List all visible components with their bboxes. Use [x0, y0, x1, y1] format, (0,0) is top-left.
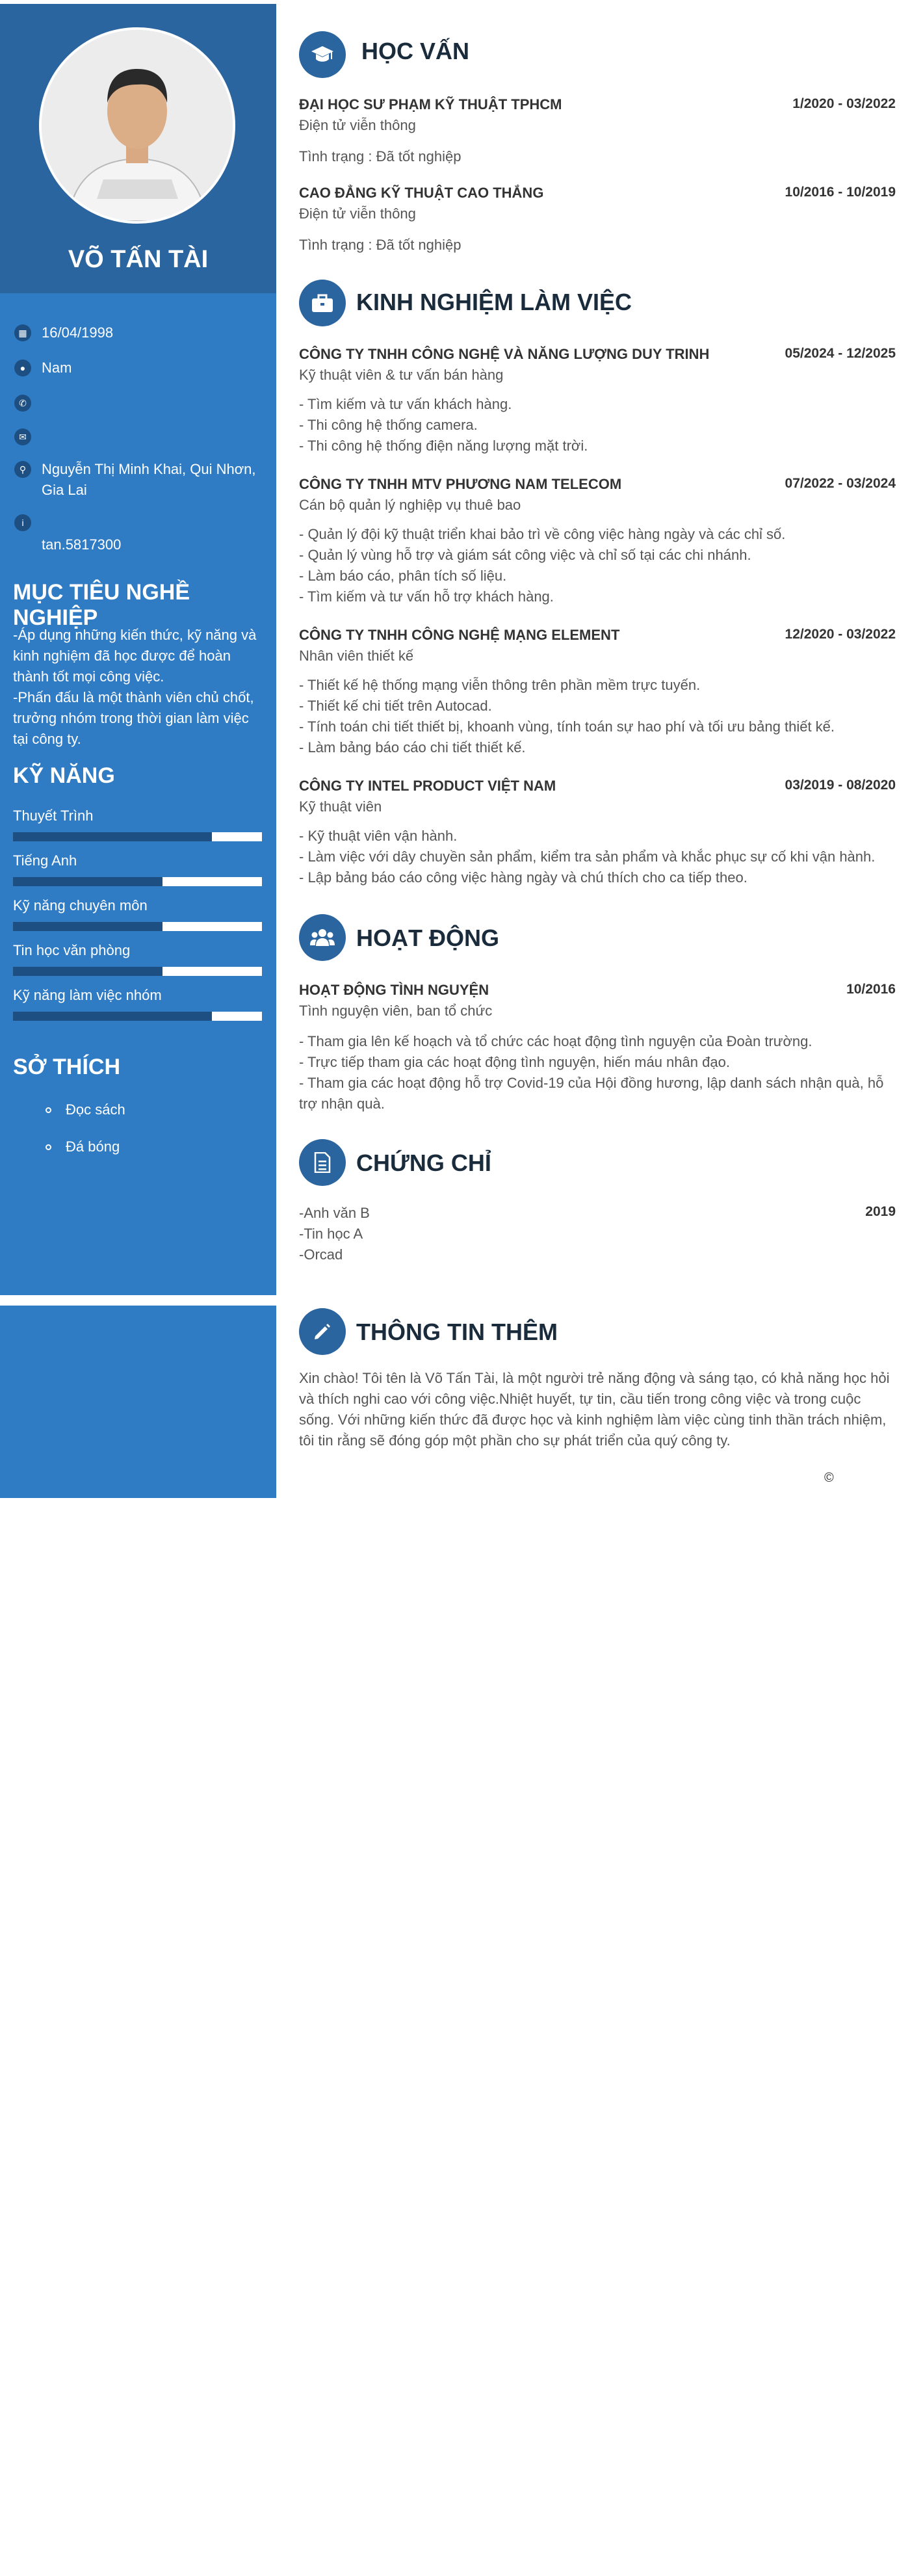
job-details: - Kỹ thuật viên vận hành. - Làm việc với dây chuyền sản phẩm, kiểm tra sản phẩm và khắc phục sự cố khi vận hành. - Lập bảng báo cáo công việc hàng ngày và chú thích cho ca tiếp theo. — [299, 828, 876, 886]
sidebar-continued — [0, 1306, 276, 1498]
graduation-cap-icon — [299, 31, 346, 78]
map-marker-icon: ⚲ — [14, 461, 31, 478]
hobby-label: Đọc sách — [66, 1101, 125, 1118]
skill-fill — [13, 922, 162, 931]
job-date: 03/2019 - 08/2020 — [785, 778, 896, 793]
hobby-item — [46, 1101, 125, 1118]
full-name: VÕ TẤN TÀI — [68, 246, 209, 273]
job-role: Cán bộ quản lý nghiệp vụ thuê bao — [299, 497, 521, 513]
user-icon: ● — [14, 360, 31, 376]
skill-item — [13, 808, 262, 841]
birthday: 16/04/1998 — [42, 324, 114, 341]
envelope-icon: ✉ — [14, 428, 31, 445]
calendar-icon: ▦ — [14, 324, 31, 341]
skill-fill — [13, 1012, 212, 1021]
job-details: - Thiết kế hệ thống mạng viễn thông trên phần mềm trực tuyến. - Thiết kế chi tiết trên Autocad. - Tính toán chi tiết thiết bị, khoanh vùng, tính toán sự hao phí và tối ưu bảng thiết kế. - Làm bảng báo cáo chi tiết thiết kế. — [299, 677, 835, 756]
circle-bullet-icon — [46, 1144, 51, 1150]
skill-item — [13, 987, 262, 1021]
phone-icon: ✆ — [14, 395, 31, 412]
certificates-list: -Anh văn B -Tin học A -Orcad — [299, 1205, 370, 1263]
certificates-title: CHỨNG CHỈ — [356, 1150, 491, 1176]
skill-bar — [13, 922, 262, 931]
company-name: CÔNG TY TNHH MTV PHƯƠNG NAM TELECOM — [299, 476, 622, 492]
education-status: Tình trạng : Đã tốt nghiệp — [299, 148, 462, 164]
info-icon: i — [14, 514, 31, 531]
address-row — [14, 459, 261, 501]
briefcase-icon — [299, 280, 346, 326]
gender-row — [14, 358, 261, 378]
phone-row — [14, 393, 261, 412]
skill-bar — [13, 967, 262, 976]
skill-bar — [13, 877, 262, 886]
job-details: - Tìm kiếm và tư vấn khách hàng. - Thi công hệ thống camera. - Thi công hệ thống điện năng lượng mặt trời. — [299, 396, 588, 454]
gender: Nam — [42, 360, 72, 376]
objective-text: -Áp dụng những kiến thức, kỹ năng và kinh nghiệm đã học được để hoàn thành tốt mọi công việc. -Phấn đấu là một thành viên chủ chốt, trưởng nhóm trong thời gian làm việc tại công ty. — [13, 627, 257, 747]
job-date: 07/2022 - 03/2024 — [785, 476, 896, 491]
education-major: Điện tử viễn thông — [299, 205, 416, 222]
skills-title: KỸ NĂNG — [13, 763, 115, 788]
skill-label: Kỹ năng chuyên môn — [13, 897, 148, 913]
copyright: © — [824, 1471, 834, 1485]
website: tan.5817300 — [42, 536, 122, 553]
education-date: 10/2016 - 10/2019 — [785, 185, 896, 200]
activities-title: HOẠT ĐỘNG — [356, 925, 499, 951]
education-major: Điện tử viễn thông — [299, 117, 416, 133]
skill-fill — [13, 877, 162, 886]
activity-name: HOẠT ĐỘNG TÌNH NGUYỆN — [299, 982, 489, 998]
job-role: Kỹ thuật viên — [299, 798, 382, 815]
circle-bullet-icon — [46, 1107, 51, 1113]
skill-item — [13, 852, 262, 886]
experience-title: KINH NGHIỆM LÀM VIỆC — [356, 289, 632, 315]
users-icon — [299, 914, 346, 961]
education-title: HỌC VẤN — [361, 38, 470, 64]
document-icon — [299, 1139, 346, 1186]
more-info-text: Xin chào! Tôi tên là Võ Tấn Tài, là một người trẻ năng động và sáng tạo, có khả năng học hỏi và thích nghi cao với công việc.Nhiệt huyết, tự tin, cầu tiến trong công việc và trong cuộc sống. Với những kiến thức đã được học và kinh nghiệm làm việc cùng tinh thần trách nhiệm, tôi tin rằng sẽ đóng góp một phần cho sự phát triển của quý công ty. — [299, 1370, 890, 1449]
hobbies-title: SỞ THÍCH — [13, 1055, 121, 1079]
skill-label: Tin học văn phòng — [13, 942, 131, 958]
job-role: Nhân viên thiết kế — [299, 648, 414, 664]
certificates-date: 2019 — [865, 1204, 896, 1219]
education-school: ĐẠI HỌC SƯ PHẠM KỸ THUẬT TPHCM — [299, 96, 562, 112]
job-role: Kỹ thuật viên & tư vấn bán hàng — [299, 367, 504, 383]
skill-item — [13, 897, 262, 931]
company-name: CÔNG TY TNHH CÔNG NGHỆ VÀ NĂNG LƯỢNG DUY TRINH — [299, 346, 710, 362]
activity-date: 10/2016 — [846, 982, 896, 997]
education-status: Tình trạng : Đã tốt nghiệp — [299, 237, 462, 253]
hobby-label: Đá bóng — [66, 1138, 120, 1155]
education-date: 1/2020 - 03/2022 — [792, 96, 896, 111]
sidebar — [0, 4, 276, 1295]
pencil-icon — [299, 1308, 346, 1355]
avatar — [39, 27, 235, 224]
education-school: CAO ĐẲNG KỸ THUẬT CAO THẮNG — [299, 185, 544, 201]
skill-label: Tiếng Anh — [13, 852, 77, 869]
skill-bar — [13, 1012, 262, 1021]
hobby-item — [46, 1138, 120, 1155]
activity-role: Tình nguyện viên, ban tổ chức — [299, 1003, 493, 1019]
address: Nguyễn Thị Minh Khai, Qui Nhơn, Gia Lai — [42, 461, 256, 498]
skill-fill — [13, 967, 162, 976]
skill-bar — [13, 832, 262, 841]
objective-title: MỤC TIÊU NGHỀ NGHIỆP — [13, 580, 190, 630]
birthday-row — [14, 322, 261, 343]
email-row — [14, 427, 261, 445]
skill-fill — [13, 832, 212, 841]
skill-item — [13, 942, 262, 976]
more-info-title: THÔNG TIN THÊM — [356, 1319, 558, 1345]
website-row — [14, 512, 261, 531]
skill-label: Kỹ năng làm việc nhóm — [13, 987, 162, 1003]
skill-label: Thuyết Trình — [13, 808, 94, 824]
job-details: - Quản lý đội kỹ thuật triển khai bảo trì về công việc hàng ngày và các chỉ số. - Quản lý vùng hỗ trợ và giám sát công việc và chỉ số tại các chi nhánh. - Làm báo cáo, phân tích số liệu. - Tìm kiếm và tư vấn hỗ trợ khách hàng. — [299, 526, 786, 605]
job-date: 05/2024 - 12/2025 — [785, 346, 896, 361]
company-name: CÔNG TY TNHH CÔNG NGHỆ MẠNG ELEMENT — [299, 627, 620, 643]
company-name: CÔNG TY INTEL PRODUCT VIỆT NAM — [299, 778, 556, 794]
activity-details: - Tham gia lên kế hoạch và tổ chức các hoạt động tình nguyện của Đoàn trường. - Trực tiếp tham gia các hoạt động tình nguyện, hiến máu nhân đạo. - Tham gia các hoạt động hỗ trợ Covid-19 của Hội đồng hương, lập danh sách nhận quà, hỗ trợ nhận quà. — [299, 1033, 884, 1112]
job-date: 12/2020 - 03/2022 — [785, 627, 896, 642]
